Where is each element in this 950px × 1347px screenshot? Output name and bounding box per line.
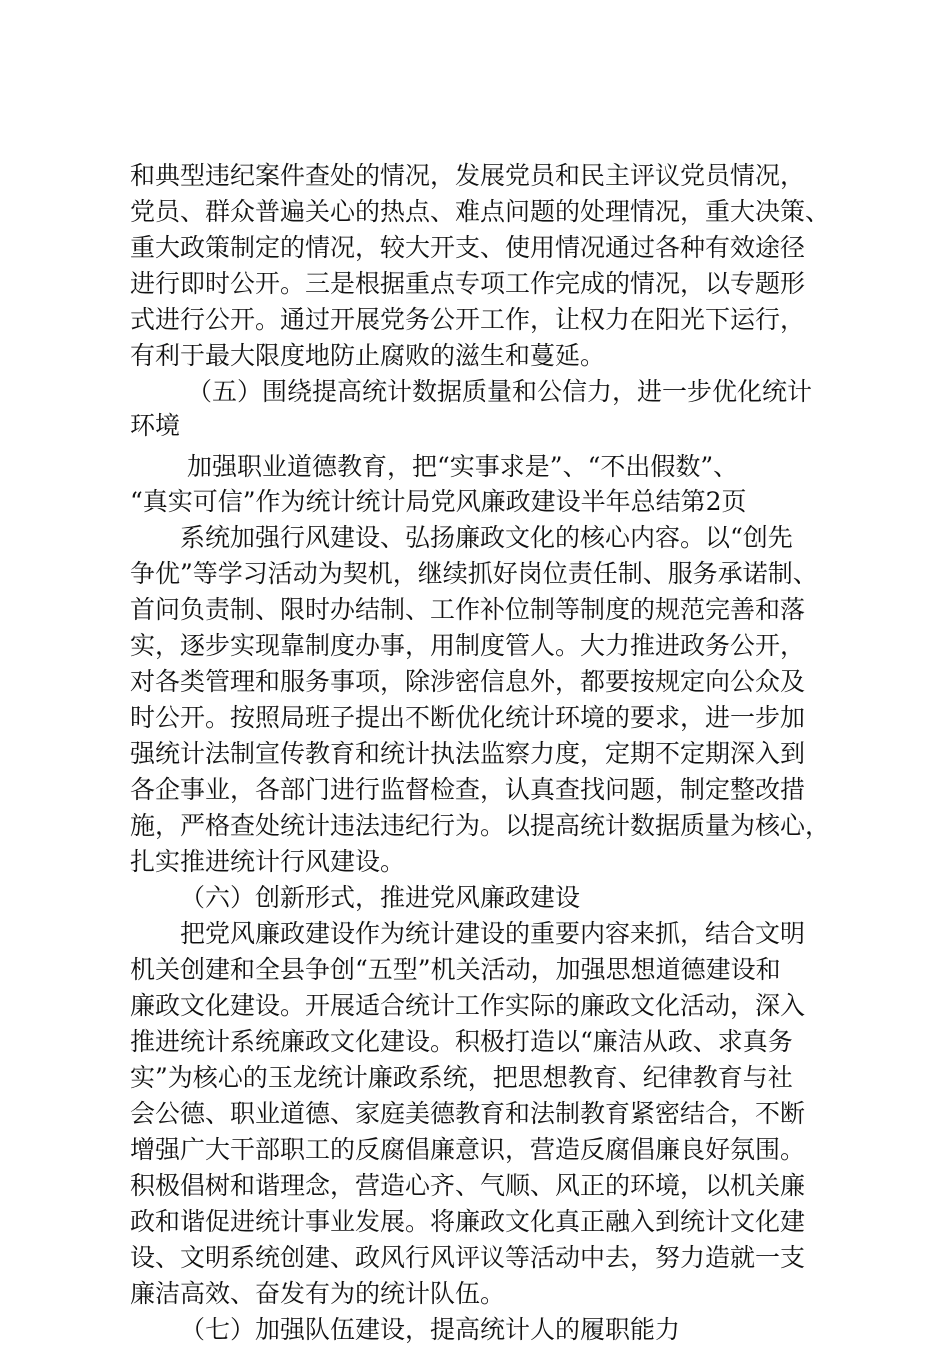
text-line: 廉政文化建设。开展适合统计工作实际的廉政文化活动，深入: [130, 991, 806, 1020]
text-line: 争优”等学习活动为契机，继续抓好岗位责任制、服务承诺制、: [130, 559, 818, 588]
text-line: 廉洁高效、奋发有为的统计队伍。: [130, 1279, 506, 1308]
text-line: “真实可信”作为统计统计局党风廉政建设半年总结第2页: [130, 487, 747, 516]
section-heading: （七）加强队伍建设，提高统计人的履职能力: [180, 1315, 681, 1344]
text-line: 党员、群众普遍关心的热点、难点问题的处理情况，重大决策、: [130, 197, 831, 226]
text-line: 进行即时公开。三是根据重点专项工作完成的情况，以专题形: [130, 269, 806, 298]
text-line: 实”为核心的玉龙统计廉政系统，把思想教育、纪律教育与社: [130, 1063, 793, 1092]
text-line: 时公开。按照局班子提出不断优化统计环境的要求，进一步加: [130, 703, 806, 732]
text-line: 首问负责制、限时办结制、工作补位制等制度的规范完善和落: [130, 595, 806, 624]
text-line: 积极倡树和谐理念，营造心齐、气顺、风正的环境，以机关廉: [130, 1171, 806, 1200]
text-line: 强统计法制宣传教育和统计执法监察力度，定期不定期深入到: [130, 739, 806, 768]
text-line: 设、文明系统创建、政风行风评议等活动中去，努力造就一支: [130, 1243, 806, 1272]
text-line: 对各类管理和服务事项，除涉密信息外，都要按规定向公众及: [130, 667, 806, 696]
text-line: 实，逐步实现靠制度办事，用制度管人。大力推进政务公开，: [130, 631, 806, 660]
text-line: 有利于最大限度地防止腐败的滋生和蔓延。: [130, 341, 606, 370]
section-heading-cont: 环境: [130, 411, 181, 440]
text-line: 重大政策制定的情况，较大开支、使用情况通过各种有效途径: [130, 233, 806, 262]
text-line: 加强职业道德教育，把“实事求是”、“不出假数”、: [187, 452, 739, 481]
text-line: 政和谐促进统计事业发展。将廉政文化真正融入到统计文化建: [130, 1207, 806, 1236]
text-line: 推进统计系统廉政文化建设。积极打造以“廉洁从政、求真务: [130, 1027, 793, 1056]
text-line: 会公德、职业道德、家庭美德教育和法制教育紧密结合，不断: [130, 1099, 806, 1128]
text-line: 系统加强行风建设、弘扬廉政文化的核心内容。以“创先: [180, 523, 793, 552]
text-line: 把党风廉政建设作为统计建设的重要内容来抓，结合文明: [180, 919, 806, 948]
section-heading: （五）围绕提高统计数据质量和公信力，进一步优化统计: [187, 377, 813, 406]
text-line: 机关创建和全县争创“五型”机关活动，加强思想道德建设和: [130, 955, 781, 984]
text-line: 增强广大干部职工的反腐倡廉意识，营造反腐倡廉良好氛围。: [130, 1135, 806, 1164]
text-line: 扎实推进统计行风建设。: [130, 847, 406, 876]
text-line: 式进行公开。通过开展党务公开工作，让权力在阳光下运行，: [130, 305, 806, 334]
text-line: 施，严格查处统计违法违纪行为。以提高统计数据质量为核心，: [130, 811, 831, 840]
section-heading: （六）创新形式，推进党风廉政建设: [180, 883, 581, 912]
text-line: 和典型违纪案件查处的情况，发展党员和民主评议党员情况，: [130, 161, 806, 190]
text-line: 各企事业，各部门进行监督检查，认真查找问题，制定整改措: [130, 775, 806, 804]
